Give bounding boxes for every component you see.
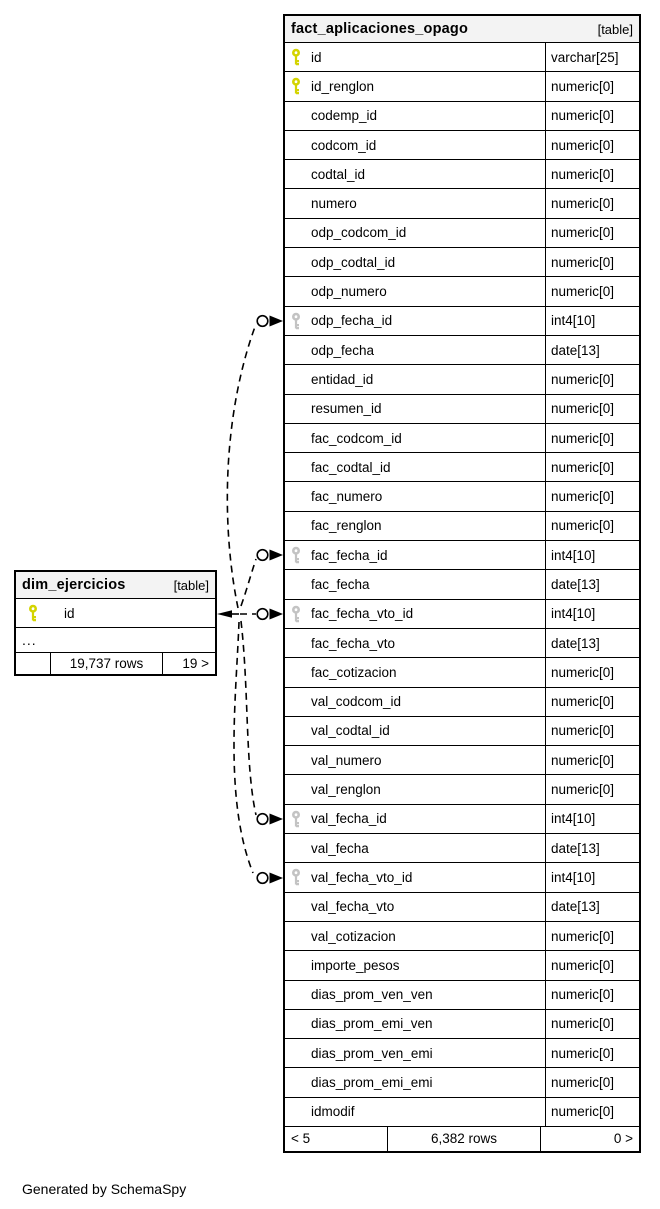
column-name: fac_numero: [311, 489, 383, 505]
relation-odp-fecha-id: [227, 324, 256, 608]
arrowhead-icon: [217, 610, 232, 617]
table-row: [285, 102, 639, 131]
table-title[interactable]: fact_aplicaciones_opago: [291, 21, 469, 37]
column-name: dias_prom_ven_emi: [311, 1045, 433, 1061]
table-row: [285, 570, 639, 599]
column-type: date[13]: [545, 336, 639, 364]
column-name: numero: [311, 196, 357, 212]
table-row: [285, 775, 639, 804]
table-footer: [285, 1127, 639, 1151]
table-row: [285, 424, 639, 453]
column-name: fac_fecha_id: [311, 547, 388, 563]
table-tag: [table]: [173, 577, 209, 593]
column-name: fac_renglon: [311, 518, 382, 534]
table-row: [285, 746, 639, 775]
table-row: [285, 395, 639, 424]
column-name: id: [311, 49, 322, 65]
column-name: importe_pesos: [311, 957, 400, 973]
column-type: numeric[0]: [545, 160, 639, 188]
column-type: date[13]: [545, 893, 639, 921]
column-name: fac_fecha: [311, 576, 370, 592]
column-list: [285, 43, 639, 1127]
table-row: [285, 629, 639, 658]
arrowhead-icon: [270, 609, 284, 620]
column-type: numeric[0]: [545, 189, 639, 217]
column-name: fac_codtal_id: [311, 459, 391, 475]
table-row: [285, 863, 639, 892]
row-count: 6,382 rows: [387, 1127, 540, 1151]
table-row: [285, 43, 639, 72]
arrowhead-icon: [270, 873, 284, 884]
column-name: id: [64, 605, 75, 621]
table-row: [285, 189, 639, 218]
table-row: [285, 131, 639, 160]
hidden-columns-ellipsis: ...: [16, 628, 215, 653]
key-icon: [291, 869, 301, 886]
column-type: numeric[0]: [545, 981, 639, 1009]
table-title[interactable]: dim_ejercicios: [22, 577, 126, 593]
column-type: numeric[0]: [545, 951, 639, 979]
column-name: fac_fecha_vto: [311, 635, 396, 651]
column-type: int4[10]: [545, 600, 639, 628]
table-row: [285, 834, 639, 863]
column-name: val_fecha_vto: [311, 899, 395, 915]
table-header: [16, 572, 215, 599]
key-icon: [291, 78, 301, 95]
column-name: odp_codtal_id: [311, 254, 396, 270]
table-row: [285, 72, 639, 101]
column-name: entidad_id: [311, 371, 374, 387]
column-name: odp_codcom_id: [311, 225, 407, 241]
connector-fac-fecha-id: [257, 550, 283, 561]
column-type: numeric[0]: [545, 395, 639, 423]
circle-connector-icon: [257, 316, 268, 327]
footer-left-cell: < 5: [291, 1131, 311, 1147]
column-name: val_fecha_vto_id: [311, 869, 413, 885]
table-row: [285, 277, 639, 306]
table-row: [285, 981, 639, 1010]
column-type: numeric[0]: [545, 219, 639, 247]
key-icon: [291, 312, 301, 329]
column-type: numeric[0]: [545, 1068, 639, 1096]
table-row: [285, 922, 639, 951]
column-type: numeric[0]: [545, 482, 639, 510]
column-name: odp_fecha_id: [311, 313, 393, 329]
column-type: numeric[0]: [545, 365, 639, 393]
table-node-dim-ejercicios: [14, 570, 217, 676]
column-type: date[13]: [545, 629, 639, 657]
column-name: codemp_id: [311, 108, 378, 124]
column-type: numeric[0]: [545, 248, 639, 276]
generated-by-text: Generated by SchemaSpy: [22, 1181, 187, 1197]
column-name: odp_fecha: [311, 342, 375, 358]
column-name: resumen_id: [311, 401, 382, 417]
column-name: val_codcom_id: [311, 694, 402, 710]
table-row: [285, 453, 639, 482]
column-name: val_fecha_id: [311, 811, 387, 827]
column-type: numeric[0]: [545, 775, 639, 803]
column-name: fac_codcom_id: [311, 430, 402, 446]
row-count: 19,737 rows: [50, 653, 162, 674]
column-name: id_renglon: [311, 78, 375, 94]
table-row: [285, 512, 639, 541]
connector-val-fecha-id: [257, 814, 283, 825]
table-row: [16, 599, 215, 628]
table-row: [285, 1098, 639, 1127]
table-row: [285, 219, 639, 248]
column-name: val_renglon: [311, 782, 381, 798]
column-name: fac_cotizacion: [311, 664, 397, 680]
table-row: [285, 336, 639, 365]
connector-odp-fecha-id: [257, 316, 283, 327]
column-type: numeric[0]: [545, 922, 639, 950]
table-row: [285, 600, 639, 629]
column-name: val_fecha: [311, 840, 369, 856]
column-type: int4[10]: [545, 863, 639, 891]
circle-connector-icon: [257, 814, 268, 825]
column-type: numeric[0]: [545, 746, 639, 774]
column-type: varchar[25]: [545, 43, 639, 71]
column-name: dias_prom_ven_ven: [311, 987, 433, 1003]
related-count: 0 >: [540, 1127, 639, 1151]
table-tag: [table]: [597, 21, 633, 37]
column-name: dias_prom_emi_ven: [311, 1016, 433, 1032]
table-row: [285, 365, 639, 394]
column-type: numeric[0]: [545, 424, 639, 452]
table-node-fact-aplicaciones-opago: [283, 14, 641, 1153]
column-type: numeric[0]: [545, 72, 639, 100]
arrowhead-icon: [270, 814, 284, 825]
key-icon: [291, 547, 301, 564]
key-icon: [291, 49, 301, 66]
column-type: int4[10]: [545, 307, 639, 335]
column-name: val_numero: [311, 752, 382, 768]
table-row: [285, 951, 639, 980]
column-name: odp_numero: [311, 284, 387, 300]
column-type: numeric[0]: [545, 717, 639, 745]
column-type: int4[10]: [545, 541, 639, 569]
table-header: [285, 16, 639, 43]
column-type: numeric[0]: [545, 1039, 639, 1067]
table-row: [285, 893, 639, 922]
column-name: dias_prom_emi_emi: [311, 1075, 433, 1091]
circle-connector-icon: [257, 609, 268, 620]
table-row: [285, 1068, 639, 1097]
table-row: [285, 541, 639, 570]
table-row: [285, 717, 639, 746]
column-type: numeric[0]: [545, 1010, 639, 1038]
table-row: [285, 160, 639, 189]
footer-left-cell: [16, 653, 50, 674]
column-type: numeric[0]: [545, 658, 639, 686]
table-row: [285, 307, 639, 336]
column-name: codcom_id: [311, 137, 377, 153]
connector-fac-fecha-vto-id: [257, 609, 283, 620]
arrowhead-icon: [270, 550, 284, 561]
column-type: numeric[0]: [545, 102, 639, 130]
table-row: [285, 1039, 639, 1068]
key-icon: [28, 605, 38, 622]
connector-val-fecha-vto-id: [257, 873, 283, 884]
relation-val-fecha-vto-id: [234, 622, 253, 873]
table-row: [285, 688, 639, 717]
column-name: val_cotizacion: [311, 928, 396, 944]
relation-val-fecha-id: [241, 621, 256, 815]
column-type: date[13]: [545, 570, 639, 598]
column-type: numeric[0]: [545, 277, 639, 305]
table-row: [285, 658, 639, 687]
table-row: [285, 805, 639, 834]
related-count: 19 >: [162, 653, 215, 674]
key-icon: [291, 810, 301, 827]
arrowhead-icon: [270, 316, 284, 327]
column-type: numeric[0]: [545, 1098, 639, 1126]
column-type: date[13]: [545, 834, 639, 862]
column-type: int4[10]: [545, 805, 639, 833]
column-type: numeric[0]: [545, 512, 639, 540]
column-name: val_codtal_id: [311, 723, 390, 739]
relation-fac-fecha-id: [241, 559, 256, 606]
column-name: idmodif: [311, 1104, 355, 1120]
column-type: numeric[0]: [545, 453, 639, 481]
column-name: codtal_id: [311, 166, 366, 182]
table-row: [285, 248, 639, 277]
table-row: [285, 1010, 639, 1039]
circle-connector-icon: [257, 550, 268, 561]
table-row: [285, 482, 639, 511]
column-type: numeric[0]: [545, 688, 639, 716]
key-icon: [291, 605, 301, 622]
column-type: numeric[0]: [545, 131, 639, 159]
table-footer: [16, 653, 215, 674]
circle-connector-icon: [257, 873, 268, 884]
column-name: fac_fecha_vto_id: [311, 606, 414, 622]
